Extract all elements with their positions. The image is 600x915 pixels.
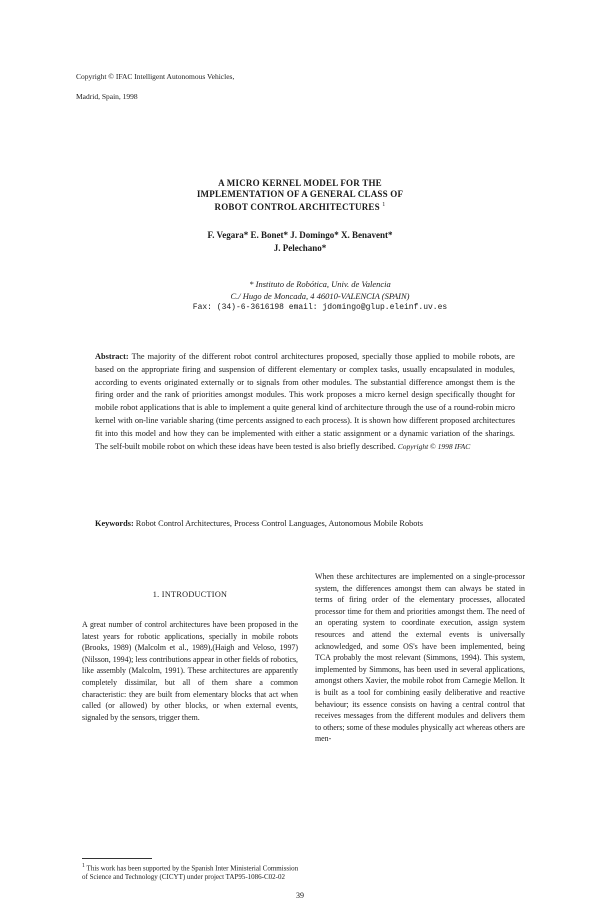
section-heading-introduction: 1. INTRODUCTION [152, 590, 228, 599]
affiliation-line-1: * Instituto de Robótica, Univ. de Valencia [249, 279, 391, 289]
copyright-header [76, 62, 234, 112]
keywords [95, 518, 515, 530]
footnote [82, 862, 300, 882]
abstract [95, 351, 515, 453]
left-column [82, 590, 298, 723]
page-number: 39 [296, 891, 304, 900]
abstract-text: The majority of the different robot control architectures proposed, specially those applied to mobile robots, are based on the appropriate firing and suspension of different elementary or complex tasks, usually encapsulated in modules, according to events originated externally or to signals from other modules. The substantial difference amongst them is the firing order and the rank of priorities amongst modules. This work proposes a micro kernel design specifically thought for mobile robot applications that is able to implement a quite general kind of architecture through the use of a round-robin micro kernel with on-line variable sharing (time percents assigned to each process). It is shown how different proposed architectures fit into this model and how they can be implemented with either a static assignment or a dynamic variation of the sharings. The self-built mobile robot on which these ideas have been tested is also briefly described. [95, 352, 515, 451]
intro-paragraph-right: When these architectures are implemented on a single-processor system, the differences amongst them can always be stated in terms of firing order of the elementary processes, allocated processor time for them and priorities amongst them. The need of an operating system to coordinate execution, assign system resources and attend the external events is universally acknowledged, and some OS's have been implemented, being TCA probably the most relevant (Simmons, 1994). This system, implemented by Simmons, has been used in several applications, amongst others Xavier, the mobile robot from Carnegie Mellon. It is built as a tool for combining easily deliberative and reactive behaviour; its essence consists on having a central control that receives messages from the different modules and delivers them to others; some of these modules physically act whereas others are men- [315, 572, 525, 744]
abstract-label: Abstract: [95, 352, 129, 361]
keywords-text: Robot Control Architectures, Process Control Languages, Autonomous Mobile Robots [135, 519, 423, 528]
title-line-3-text: ROBOT CONTROL ARCHITECTURES [214, 202, 380, 212]
title-line-2: IMPLEMENTATION OF A GENERAL CLASS OF [196, 189, 404, 199]
paper-title [120, 178, 480, 213]
title-line-3 [120, 200, 480, 213]
affiliation [170, 279, 470, 314]
copyright-line-1: Copyright © IFAC Intelligent Autonomous Vehicles, [76, 72, 235, 81]
intro-paragraph-left: A great number of control architectures have been proposed in the latest years for robotic applications, specially in mobile robots (Brooks, 1989) (Malcolm et al., 1989),(Haigh and Veloso, 1997) (Nilsson, 1994); less contributions appear in other fields of robotics, like assembly (Malcolm, 1991). These architectures are apparently completely dissimilar, but all of them share a common characteristic: they are built from elementary blocks that act when called (or allowed) by other blocks, or when external events, signaled by the sensors, trigger them. [82, 620, 298, 722]
title-footnote-mark: 1 [382, 202, 386, 208]
right-column [315, 571, 525, 745]
footnote-mark: 1 [82, 863, 85, 869]
authors-line-2: J. Pelechano* [273, 243, 327, 253]
footnote-divider [82, 858, 152, 859]
affiliation-contact: Fax: (34)-6-3616198 email: jdomingo@glup.eleinf.uv.es [192, 303, 448, 312]
footnote-text: This work has been supported by the Spanish Inter Ministerial Commission of Science and Technology (CICYT) under project TAP95-1086-C02-02 [82, 864, 299, 882]
abstract-copyright: Copyright © 1998 IFAC [397, 441, 471, 451]
affiliation-line-2: C./ Hugo de Moncada, 4 46010-VALENCIA (SPAIN) [230, 290, 410, 301]
author-list [140, 229, 460, 255]
authors-line-1: F. Vegara* E. Bonet* J. Domingo* X. Benavent* [207, 230, 393, 240]
title-line-1: A MICRO KERNEL MODEL FOR THE [218, 178, 382, 188]
keywords-label: Keywords: [95, 519, 134, 528]
copyright-line-2: Madrid, Spain, 1998 [76, 92, 138, 101]
